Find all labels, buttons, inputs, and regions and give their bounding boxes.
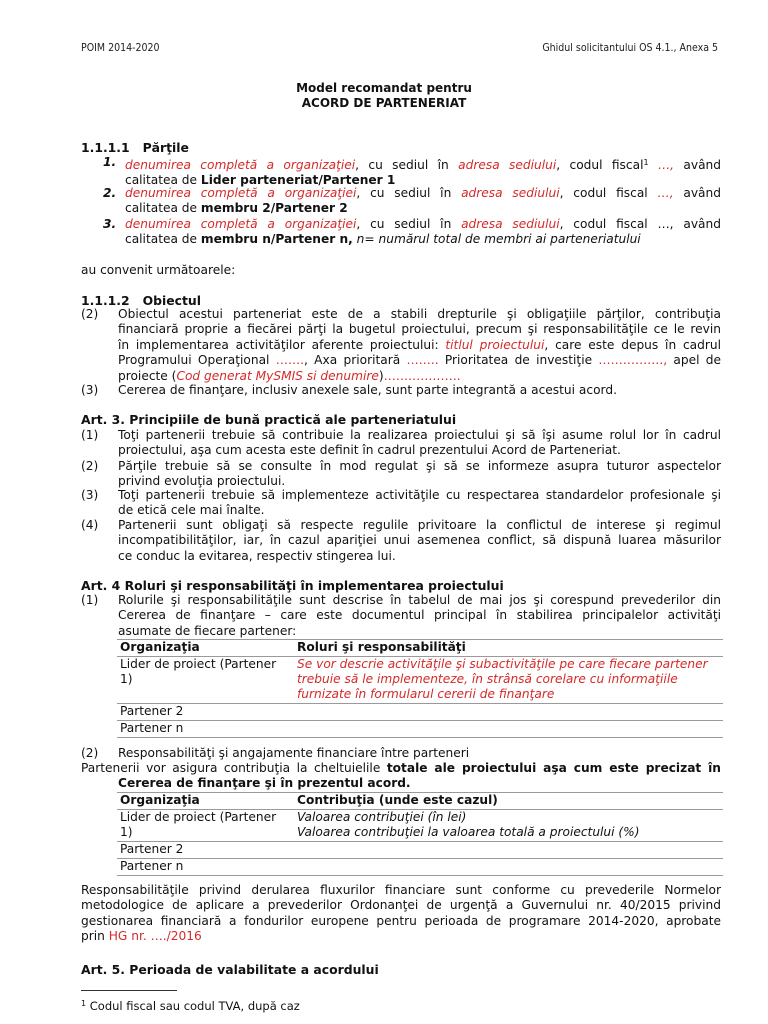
fiscal-placeholder: …,: [648, 158, 675, 172]
item-number: 3.: [103, 217, 117, 231]
address-placeholder: adresa sediului: [461, 186, 560, 200]
org-name-placeholder: denumirea completă a organizaţiei: [125, 217, 357, 231]
item-number: 2.: [103, 186, 117, 200]
text-line: Responsabilităţi şi angajamente financiare între parteneri: [118, 746, 470, 760]
org-name-placeholder: denumirea completă a organizaţiei: [125, 158, 356, 172]
paragraph-number: (3): [81, 488, 99, 502]
contribution-percent: Valoarea contribuţiei la valoarea totală a proiectului (%): [297, 825, 640, 839]
paragraph-number: (3): [81, 383, 99, 397]
text-line: Cererea de finanţare – care este documentul principal în stabilirea principalelor activităţi: [118, 608, 721, 623]
text-line: financiară proprie a fiecărei părţi la bugetul proiectului, precum şi responsabilităţile ce le revin: [118, 322, 721, 337]
text-line: proiectului, aşa cum acesta este definit în cadrul prezentului Acord de Parteneriat.: [118, 443, 621, 458]
item-number: 1.: [103, 155, 117, 169]
table-row: [117, 859, 723, 876]
header-left: POIM 2014-2020: [81, 42, 160, 54]
table-cell: [294, 810, 723, 842]
table-cell: [294, 704, 723, 721]
text: , care este depus în cadrul: [544, 337, 721, 352]
party-item-2: [81, 186, 721, 217]
placeholder: …………….,: [598, 353, 668, 368]
text: având: [674, 158, 722, 172]
table-cell: Lider de proiect (Partener 1): [117, 657, 294, 704]
text: Partenerii vor asigura contribuţia la cheltuielile: [81, 761, 387, 775]
table-row: [117, 657, 723, 704]
org-name-placeholder: denumirea completă a organizaţiei: [125, 186, 357, 200]
art4-paragraph-3: [81, 761, 721, 792]
text: în implementarea activităţilor aferente proiectului:: [118, 337, 446, 352]
section-title: Părţile: [142, 140, 189, 155]
text: având: [673, 186, 721, 200]
role-label: membru 2/Partener 2: [200, 201, 348, 216]
table-row: [117, 721, 723, 738]
table-cell: Partener 2: [117, 704, 294, 721]
section-number: 1.1.1.2: [81, 293, 130, 308]
object-paragraph-2: [81, 307, 721, 385]
role-label: Lider parteneriat/Partener 1: [200, 173, 396, 188]
text: apel de: [667, 353, 722, 368]
footnote-ref: 1: [643, 158, 649, 167]
art3-item-4: [81, 518, 721, 565]
table-cell: [294, 859, 723, 876]
art4-paragraph-2: [81, 746, 721, 762]
section-parties-heading: [81, 140, 721, 155]
table-cell: Lider de proiect (Partener 1): [117, 810, 294, 842]
text: , cu sediul în: [356, 217, 462, 231]
address-placeholder: adresa sediului: [461, 217, 560, 231]
table-row: [117, 842, 723, 859]
text-line: asumate de fiecare partener:: [118, 623, 297, 638]
paragraph-number: (4): [81, 518, 99, 532]
placeholder: ……………….: [383, 368, 461, 383]
title-line-2: ACORD DE PARTENERIAT: [301, 96, 467, 110]
placeholder: ……..: [406, 353, 439, 368]
project-title-placeholder: titlul proiectului: [445, 337, 545, 352]
section-number: 1.1.1.1: [81, 140, 130, 155]
column-header: Roluri şi responsabilităţi: [294, 640, 723, 657]
agreed-text: au convenit următoarele:: [81, 263, 236, 277]
text-line: Obiectul acestui parteneriat este de a stabili drepturile şi obligaţiile părţilor, contribuţia: [118, 307, 721, 321]
text: Prioritatea de investiţie: [438, 353, 599, 368]
fiscal-placeholder: …,: [657, 186, 674, 200]
hg-placeholder: HG nr. …./2016: [108, 929, 202, 944]
table-row: [117, 704, 723, 721]
art3-item-1: [81, 428, 721, 459]
text: , cu sediul în: [356, 186, 462, 200]
role-label: membru n/Partener n,: [200, 232, 353, 247]
text: proiecte (: [118, 368, 177, 383]
paragraph-number: (1): [81, 428, 99, 442]
art3-item-2: [81, 459, 721, 490]
text-line: gestionarea financiară a fondurilor europene pentru perioada de programare 2014-2020, aprobate: [81, 913, 721, 928]
party-item-1: [81, 155, 721, 186]
text-line: Cererea de finanţare, inclusiv anexele sale, sunt parte integrantă a acestui acord.: [118, 383, 617, 397]
mysmis-placeholder: Cod generat MySMIS si denumire: [176, 368, 379, 383]
roles-table: [117, 639, 723, 738]
text: , codul fiscal: [556, 158, 644, 172]
text: ): [378, 368, 384, 383]
table-header-row: [117, 793, 723, 810]
table-cell: Partener n: [117, 859, 294, 876]
text: , cu sediul în: [355, 158, 459, 172]
text-line: incompatibilităţilor, iar, în cazul apariţiei unui asemenea conflict, să dispună luarea măsurilor: [118, 533, 721, 548]
object-paragraph-3: [81, 383, 721, 399]
text-line: Toţi partenerii trebuie să contribuie la realizarea proiectului şi să îşi asume rolul lor în cadrul: [118, 428, 721, 442]
text-line: Toţi partenerii trebuie să implementeze activităţile cu respectarea standardelor profesionale şi: [118, 488, 721, 502]
text-line: de etică cele mai înalte.: [118, 503, 265, 518]
bold-text: Cererea de finanţare şi în prezentul acord.: [118, 776, 411, 791]
text-line: privind evoluţia proiectului.: [118, 474, 286, 489]
footnote-separator: [81, 990, 177, 991]
text: calitatea de: [125, 201, 201, 216]
text: , codul fiscal: [559, 186, 658, 200]
table-cell: [294, 842, 723, 859]
table-row: [117, 810, 723, 842]
placeholder: …….: [275, 353, 304, 368]
paragraph-number: (2): [81, 746, 99, 760]
table-cell: [294, 721, 723, 738]
art3-item-3: [81, 488, 721, 519]
bold-text: totale ale proiectului aşa cum este precizat în: [386, 761, 721, 775]
responsibilities-paragraph: [81, 883, 721, 945]
column-header: Organizaţia: [117, 793, 294, 810]
footnote-text: Codul fiscal sau codul TVA, după caz: [86, 999, 300, 1013]
column-header: Contribuţia (unde este cazul): [294, 793, 723, 810]
contribution-value: Valoarea contribuţiei (în lei): [297, 810, 467, 824]
text-line: Responsabilităţile privind derularea fluxurilor financiare sunt conforme cu prevederile Normelor: [81, 883, 721, 897]
art5-heading: Art. 5. Perioada de valabilitate a acordului: [81, 962, 379, 977]
art4-heading: Art. 4 Roluri şi responsabilităţi în implementarea proiectului: [81, 578, 504, 593]
table-cell: Partener 2: [117, 842, 294, 859]
text-line: ce conduc la evitarea, respectiv stingerea lui.: [118, 548, 396, 563]
table-cell: Se vor descrie activităţile şi subactivităţile pe care fiecare partener trebuie să le implementeze, în strânsă corelare cu informaţiile furnizate în formularul cererii de finanţare: [294, 657, 723, 704]
text-line: metodologice de aplicare a prevederilor Ordonanţei de urgenţă a Guvernului nr. 40/2015 privind: [81, 898, 721, 913]
text: , Axa prioritară: [304, 353, 407, 368]
table-cell: Partener n: [117, 721, 294, 738]
address-placeholder: adresa sediului: [458, 158, 557, 172]
party-item-3: [81, 217, 721, 248]
paragraph-number: (2): [81, 459, 99, 473]
paragraph-number: (2): [81, 307, 99, 321]
paragraph-number: (1): [81, 593, 99, 607]
text-line: Partenerii sunt obligaţi să respecte regulile privitoare la conflictul de interese şi regimul: [118, 518, 721, 532]
text-line: Rolurile şi responsabilităţile sunt descrise în tabelul de mai jos şi corespund prevederilor din: [118, 593, 721, 607]
text: prin: [81, 929, 109, 944]
text: calitatea de: [125, 232, 201, 247]
role-note: n= numărul total de membri ai parteneriatului: [352, 232, 641, 247]
header-right: Ghidul solicitantului OS 4.1., Anexa 5: [542, 42, 718, 54]
section-title: Obiectul: [142, 293, 201, 308]
table-header-row: [117, 640, 723, 657]
footnote: [81, 999, 300, 1013]
text: Programului Operaţional: [118, 353, 276, 368]
text: , codul fiscal …, având: [559, 217, 721, 231]
title-line-1: Model recomandat pentru: [296, 81, 472, 95]
art4-paragraph-1: [81, 593, 721, 640]
contributions-table: [117, 792, 723, 876]
art3-heading: Art. 3. Principiile de bună practică ale parteneriatului: [81, 412, 457, 427]
footnote-marker: 1: [81, 999, 87, 1008]
text: calitatea de: [125, 173, 201, 188]
column-header: Organizaţia: [117, 640, 294, 657]
text-line: Părţile trebuie să se consulte în mod regulat şi să se informeze asupra tuturor aspectelor: [118, 459, 721, 473]
